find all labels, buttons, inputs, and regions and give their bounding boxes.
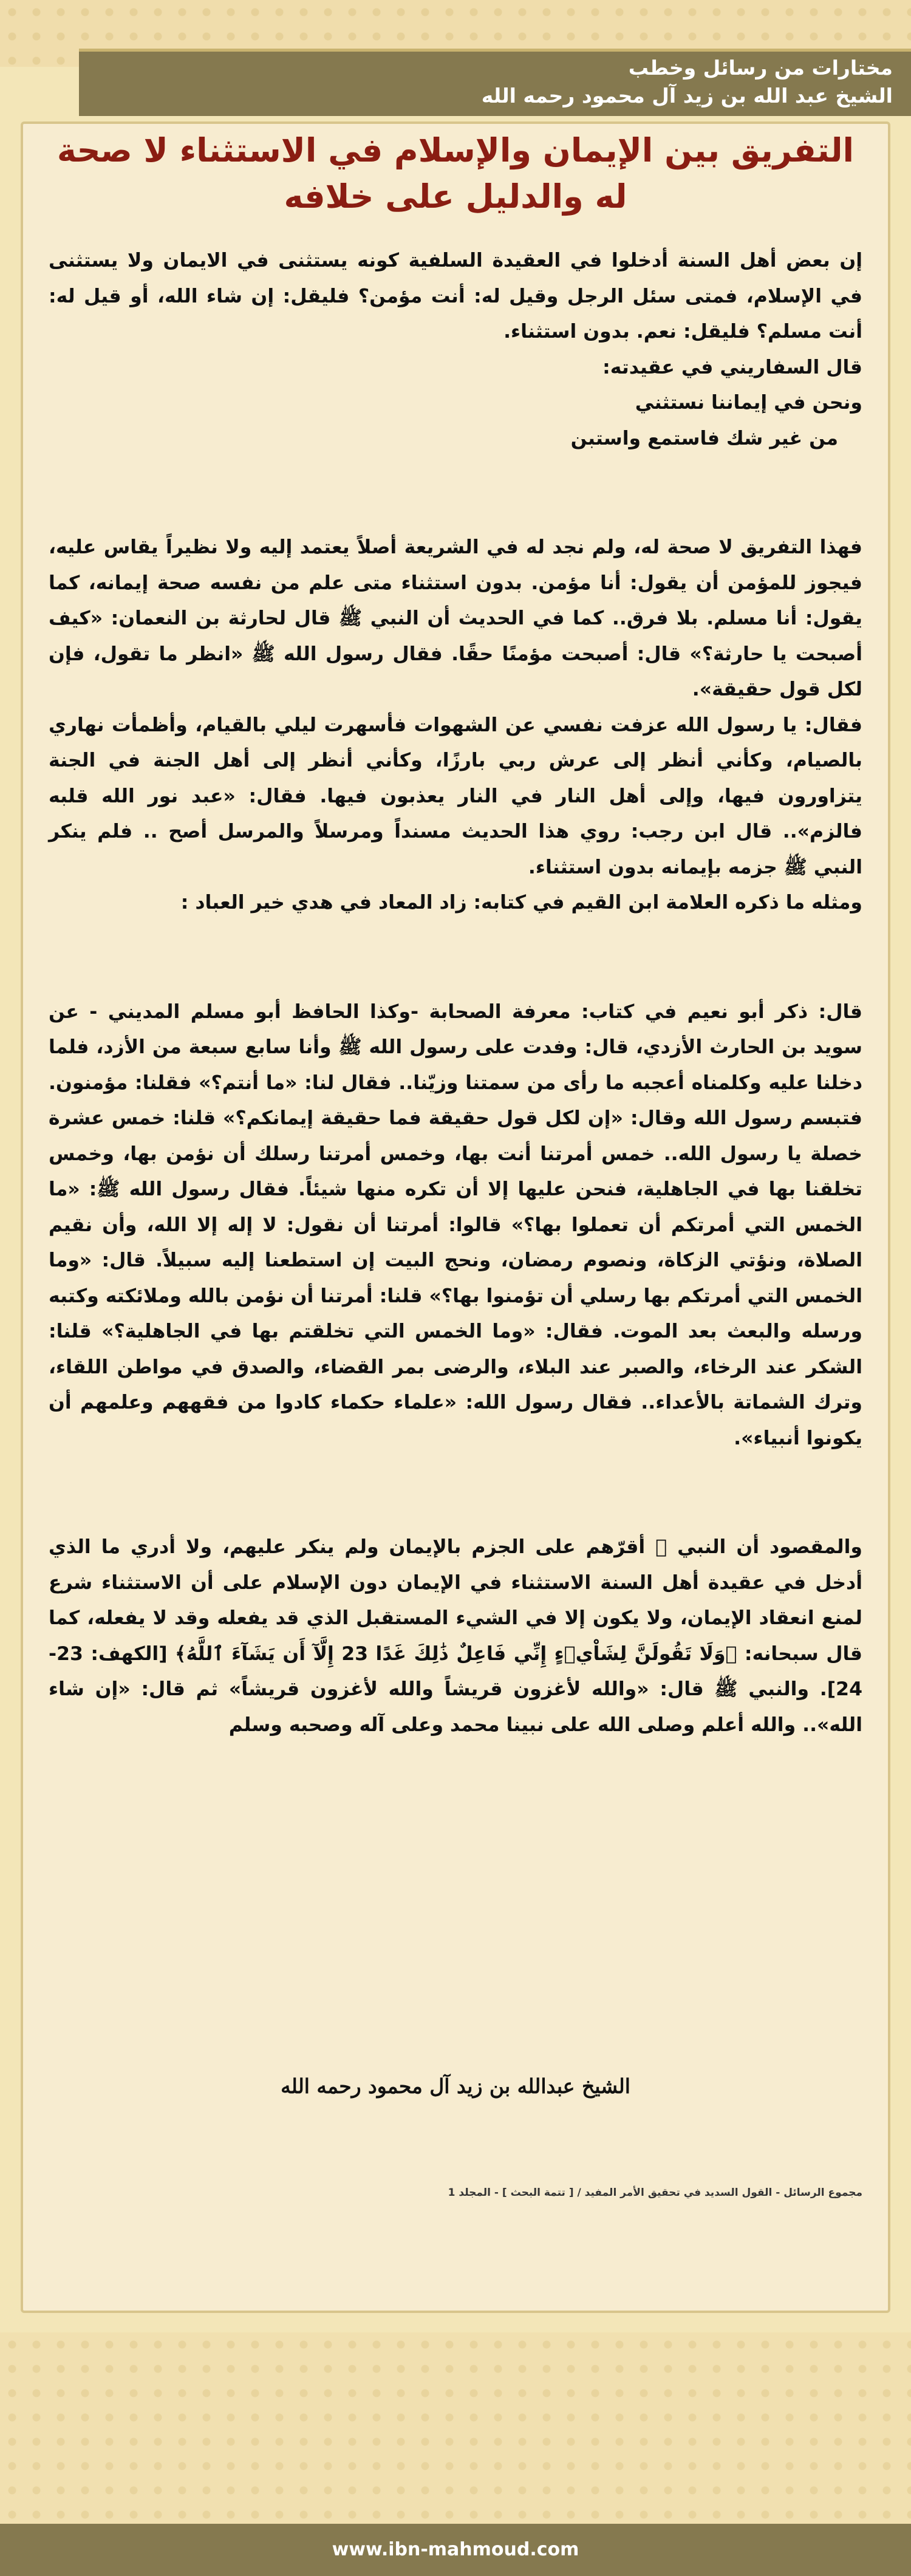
header-band — [79, 49, 911, 116]
paragraph: فهذا التفريق لا صحة له، ولم نجد له في الشريعة أصلاً يعتمد إليه ولا نظيراً يقاس عليه، فيجوز للمؤمن أن يقول: أنا مؤمن. بدون استثناء متى علم من نفسه صحة إيمانه، كما يقول: أنا مسلم. بلا فرق.. كما في الحديث أن النبي ﷺ قال لحارثة بن النعمان: «كيف أصبحت يا حارثة؟» قال: أصبحت مؤمنًا حقًا. فقال رسول الله ﷺ «انظر ما تقول، فإن لكل قول حقيقة». — [49, 536, 862, 700]
header-line-1: مختارات من رسائل وخطب — [628, 56, 893, 80]
paragraph: قال السفاريني في عقيدته: — [602, 356, 862, 378]
signature: الشيخ عبدالله بن زيد آل محمود رحمه الله — [281, 2074, 630, 2098]
header-text — [482, 54, 893, 110]
paragraph: قال: ذكر أبو نعيم في كتاب: معرفة الصحابة -وكذا الحافظ أبو مسلم المديني - عن سويد بن الحارث الأزدي، قال: وفدت على رسول الله ﷺ وأنا سابع سبعة من الأزد، فلما دخلنا عليه وكلمناه أعجبه ما رأى من سمتنا وزيّنا.. فقال لنا: «ما أنتم؟» فقلنا: مؤمنون. فتبسم رسول الله وقال: «إن لكل قول حقيقة فما حقيقة إيمانكم؟» قلنا: خمس عشرة خصلة يا رسول الله.. خمس أمرتنا أنت بها، وخمس أمرتنا رسلك أن نؤمن بها، وخمس تخلقنا بها في الجاهلية، فنحن عليها إلا أن تكره منها شيئاً. فقال رسول الله ﷺ: «ما الخمس التي أمرتكم أن تعملوا بها؟» قالوا: أمرتنا أن نقول: لا إله إلا الله، وأن نقيم الصلاة، ونؤتي الزكاة، ونصوم رمضان، ونحج البيت إن استطعنا إليه سبيلاً. قال: «وما الخمس التي أمرتكم بها رسلي أن تؤمنوا بها؟» قلنا: أمرتنا أن نؤمن بالله وملائكته وكتبه ورسله والبعث بعد الموت. فقال: «وما الخمس التي تخلقتم بها في الجاهلية؟» قلنا: الشكر عند الرخاء، والصبر عند البلاء، والرضى بمر القضاء، والصدق في مواطن اللقاء، وترك الشماتة بالأعداء.. فقال رسول الله: «علماء حكماء كادوا من فقههم وعلمهم أن يكونوا أنبياء». — [49, 1000, 862, 1449]
paragraph-gap — [49, 940, 862, 975]
paragraph-gap — [49, 476, 862, 511]
paragraph: إن بعض أهل السنة أدخلوا في العقيدة السلفية كونه يستثنى في الايمان ولا يستثنى في الإسلام، فمتى سئل الرجل وقيل له: أنت مؤمن؟ فليقل: إن شاء الله، أو قيل له: أنت مسلم؟ فليقل: نعم. بدون استثناء. — [49, 250, 862, 343]
bottom-pattern — [0, 2332, 911, 2524]
paragraph-gap — [49, 1475, 862, 1511]
paragraph: ونحن في إيماننا نستثني — [635, 392, 862, 414]
source-footnote: مجموع الرسائل - القول السديد في تحقيق الأمر المفيد / [ تتمة البحث ] - المجلد 1 — [448, 2187, 862, 2199]
paragraph: فقال: يا رسول الله عزفت نفسي عن الشهوات فأسهرت ليلي بالقيام، وأظمأت نهاري بالصيام، وكأني أنظر إلى عرش ربي بارزًا، وكأني أنظر إلى أهل الجنة في الجنة يتزاورون فيها، وإلى أهل النار في النار يعذبون فيها. فقال: «عبد نور الله قلبه فالزم».. قال ابن رجب: روي هذا الحديث مسنداً ومرسلاً والمرسل أصح .. فلم ينكر النبي ﷺ جزمه بإيمانه بدون استثناء. — [49, 714, 862, 878]
article-title: التفريق بين الإيمان والإسلام في الاستثناء لا صحة له والدليل على خلافه — [56, 131, 855, 216]
paragraph: من غير شك فاستمع واستبن — [570, 427, 838, 449]
paragraph: ومثله ما ذكره العلامة ابن القيم في كتابه: زاد المعاد في هدي خير العباد : — [180, 892, 862, 914]
header-line-2: الشيخ عبد الله بن زيد آل محمود رحمه الله — [481, 84, 893, 108]
article-body — [49, 243, 862, 1743]
website-url[interactable]: www.ibn-mahmoud.com — [332, 2539, 579, 2560]
paragraph: والمقصود أن النبي ﷺ أقرّهم على الجزم بالإيمان ولم ينكر عليهم، ولا أدري ما الذي أدخل في عقيدة أهل السنة الاستثناء في الإيمان دون الإسلام على أن الاستثناء شرع لمنع انعقاد الإيمان، ولا يكون إلا في الشيء المستقبل الذي قد يفعله وقد لا يفعله، كما قال سبحانه: ﴿وَلَا تَقُولَنَّ لِشَاْيۡءٍ إِنِّي فَاعِلٌ ذَٰلِكَ غَدًا 23 إِلَّآ أَن يَشَآءَ ٱللَّهُ﴾ [الكهف: 23-24]. والنبي ﷺ قال: «والله لأغزون قريشاً والله لأغزون قريشاً» ثم قال: «إن شاء الله».. والله أعلم وصلى الله على نبينا محمد وعلى آله وصحبه وسلم — [49, 1536, 862, 1736]
